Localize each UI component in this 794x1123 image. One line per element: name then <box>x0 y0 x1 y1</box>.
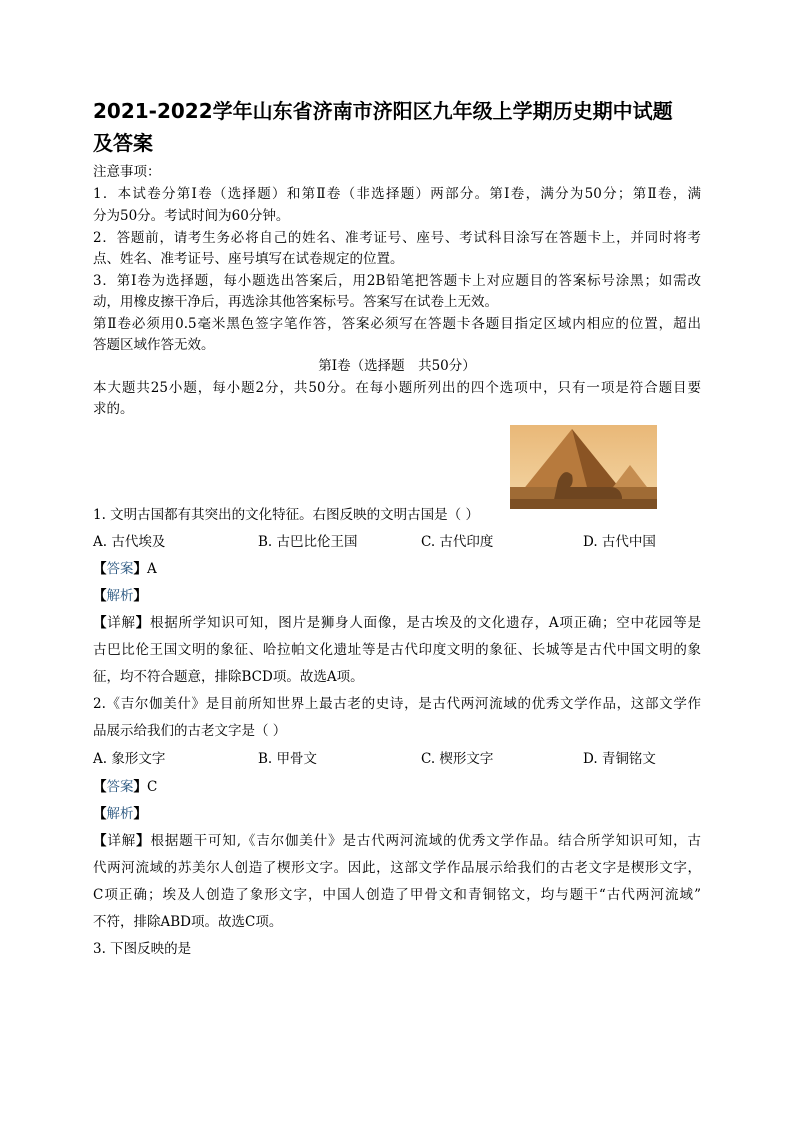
option-a: A. 古代埃及 <box>93 534 166 550</box>
option-d: D. 青铜铭文 <box>583 751 656 767</box>
option-c: C. 楔形文字 <box>421 751 494 767</box>
section-heading: 第Ⅰ卷（选择题 共50分） <box>318 358 476 374</box>
section-intro: 求的。 <box>93 401 134 417</box>
answer-value: C <box>147 779 158 795</box>
option-a: A. 象形文字 <box>93 751 166 767</box>
notice-line: 第Ⅱ卷必须用0.5毫米黑色签字笔作答，答案必须写在答题卡各题目指定区域内相应的位置，超出 <box>93 316 701 332</box>
notice-line: 2．答题前，请考生务必将自己的姓名、准考证号、座号、考试科目涂写在答题卡上，并同时将考 <box>93 230 701 246</box>
question-stem: 品展示给我们的古老文字是（ ） <box>93 723 287 739</box>
option-b: B. 古巴比伦王国 <box>258 534 358 550</box>
notice-line: 分为50分。考试时间为60分钟。 <box>93 208 290 224</box>
title-line-1: 2021-2022学年山东省济南市济阳区九年级上学期历史期中试题 <box>93 99 673 123</box>
detail-line: 征，均不符合题意，排除BCD项。故选A项。 <box>93 669 364 685</box>
notice-heading: 注意事项： <box>93 164 161 180</box>
detail-line: 【详解】根据所学知识可知，图片是狮身人面像，是古埃及的文化遗存，A项正确；空中花园等是 <box>93 615 701 631</box>
analysis-label: 【解析】 <box>93 588 147 604</box>
notice-line: 3．第Ⅰ卷为选择题，每小题选出答案后，用2B铅笔把答题卡上对应题目的答案标号涂黑；如需改 <box>93 273 701 289</box>
option-b: B. 甲骨文 <box>258 751 318 767</box>
detail-line: 代两河流域的苏美尔人创造了楔形文字。因此，这部文学作品展示给我们的古老文字是楔形文字， <box>93 860 701 876</box>
option-d: D. 古代中国 <box>583 534 656 550</box>
detail-line: 不符，排除ABD项。故选C项。 <box>93 914 283 930</box>
notice-line: 1．本试卷分第Ⅰ卷（选择题）和第Ⅱ卷（非选择题）两部分。第Ⅰ卷，满分为50分；第Ⅱ卷，满 <box>93 186 701 202</box>
notice-line: 动，用橡皮擦干净后，再选涂其他答案标号。答案写在试卷上无效。 <box>93 294 498 310</box>
detail-line: C项正确；埃及人创造了象形文字，中国人创造了甲骨文和青铜铭文，均与题干“古代两河流域” <box>93 887 701 903</box>
sphinx-pyramid-image <box>510 425 657 509</box>
option-c: C. 古代印度 <box>421 534 494 550</box>
answer-line: 【答案】A <box>93 561 157 577</box>
notice-line: 答题区域作答无效。 <box>93 337 215 353</box>
section-intro: 本大题共25小题，每小题2分，共50分。在每小题所列出的四个选项中，只有一项是符合题目要 <box>93 380 701 396</box>
question-stem: 1. 文明古国都有其突出的文化特征。右图反映的文明古国是（ ） <box>93 507 479 523</box>
answer-value: A <box>147 561 157 577</box>
question-stem: 2.《吉尔伽美什》是目前所知世界上最古老的史诗，是古代两河流域的优秀文学作品，这部文学作 <box>93 696 701 712</box>
title-line-2: 及答案 <box>93 131 153 155</box>
analysis-label: 【解析】 <box>93 806 147 822</box>
notice-line: 点、姓名、准考证号、座号填写在试卷规定的位置。 <box>93 251 404 267</box>
question-stem: 3. 下图反映的是 <box>93 941 192 957</box>
detail-line: 【详解】根据题干可知,《吉尔伽美什》是古代两河流域的优秀文学作品。结合所学知识可知，古 <box>93 833 701 849</box>
answer-line: 【答案】C <box>93 779 158 795</box>
detail-line: 古巴比伦王国文明的象征、哈拉帕文化遗址等是古代印度文明的象征、长城等是古代中国文明的象 <box>93 642 701 658</box>
